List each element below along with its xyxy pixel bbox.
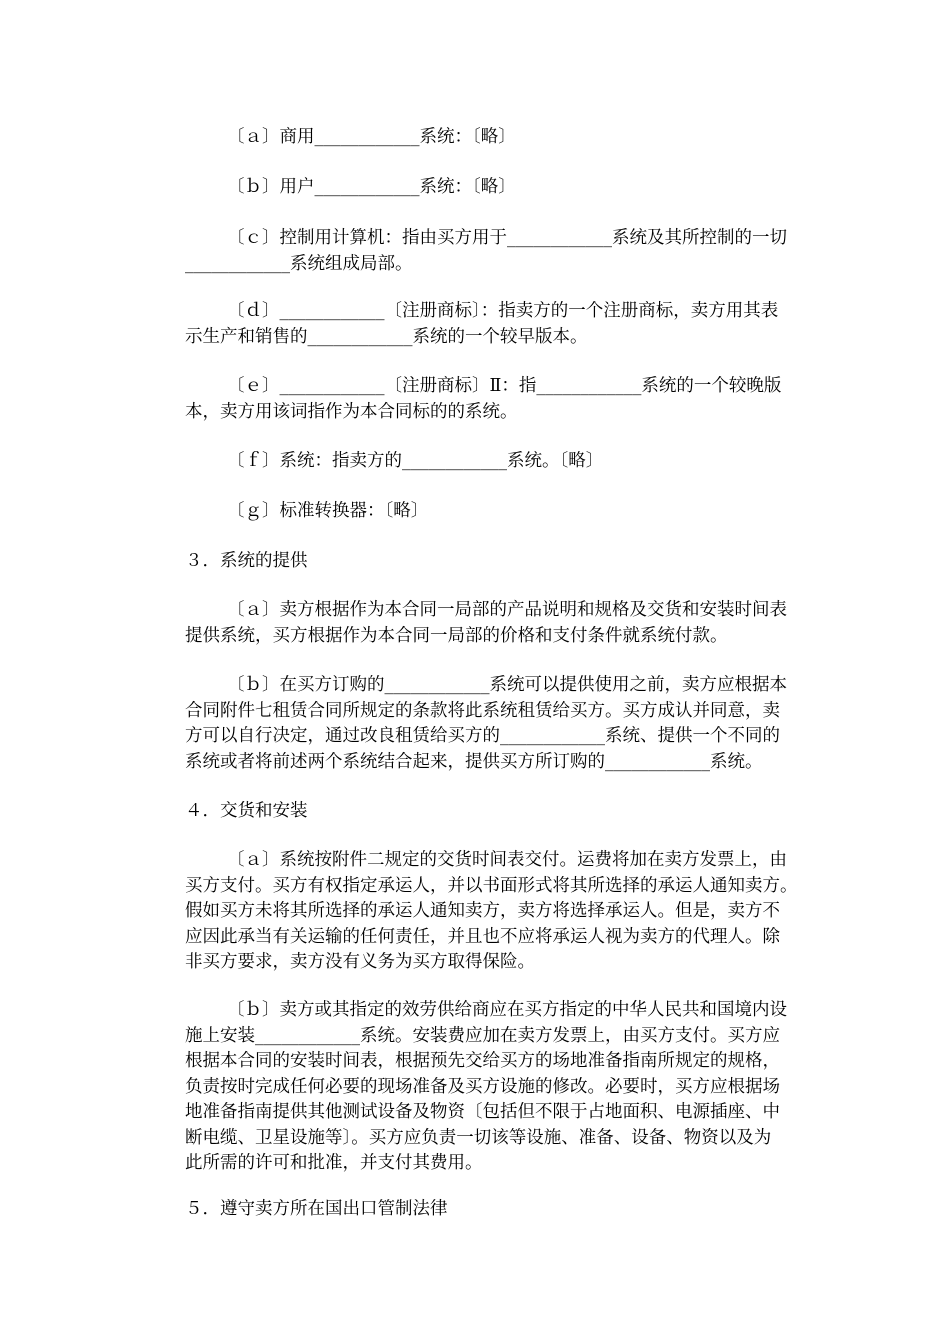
text-line: 〔ｂ〕在买方订购的____________系统可以提供使用之前，卖方应根据本 (227, 675, 787, 695)
text-line: 应因此承当有关运输的任何责任，并且也不应将承运人视为卖方的代理人。除 (185, 926, 780, 947)
text-line: 〔ｅ〕____________〔注册商标〕Ⅱ：指____________系统的一个较晚版 (227, 376, 782, 396)
text-line: 买方支付。买方有权指定承运人，并以书面形式将其所选择的承运人通知卖方。 (185, 875, 798, 896)
clause-definition-standard-converter (143, 499, 823, 525)
text-line: 施上安装____________系统。安装费应加在卖方发票上，由买方支付。买方应 (185, 1025, 780, 1046)
text-line: ____________系统组成局部。 (185, 253, 413, 274)
text-line: 假如买方未将其所选择的承运人通知卖方，卖方将选择承运人。但是，卖方不 (185, 901, 780, 921)
clause-3-a (143, 598, 823, 649)
clause-definition-user (143, 175, 823, 201)
text-line: 〔ｂ〕用户____________系统：〔略〕 (227, 177, 516, 197)
text-line: 提供系统，买方根据作为本合同一局部的价格和支付条件就系统付款。 (185, 625, 728, 646)
clause-definition-trademark-d (143, 299, 823, 350)
text-line: 〔ｆ〕系统：指卖方的____________系统。〔略〕 (227, 451, 604, 471)
clause-definition-trademark-e (143, 374, 823, 425)
clause-4-a (143, 848, 823, 976)
text-line: 根据本合同的安装时间表，根据预先交给买方的场地准备指南所规定的规格， (185, 1051, 780, 1071)
section-heading-5: ５．遵守卖方所在国出口管制法律 (185, 1199, 448, 1219)
clause-3-b (143, 673, 823, 775)
text-line: 地准备指南提供其他测试设备及物资〔包括但不限于占地面积、电源插座、中 (185, 1102, 780, 1122)
text-line: 〔ｃ〕控制用计算机：指由买方用于____________系统及其所控制的一切 (227, 228, 787, 248)
text-line: 此所需的许可和批准，并支付其费用。 (185, 1153, 483, 1173)
clause-definition-control-computer (143, 226, 823, 277)
text-line: 〔ｄ〕____________〔注册商标〕：指卖方的一个注册商标，卖方用其表 (227, 301, 779, 321)
text-line: 〔ａ〕卖方根据作为本合同一局部的产品说明和规格及交货和安装时间表 (227, 600, 787, 620)
text-line: 示生产和销售的____________系统的一个较早版本。 (185, 326, 588, 347)
text-line: 非买方要求，卖方没有义务为买方取得保险。 (185, 952, 535, 972)
text-line: 合同附件七租赁合同所规定的条款将此系统租赁给买方。买方成认并同意，卖 (185, 700, 780, 721)
text-line: 本，卖方用该词指作为本合同标的的系统。 (185, 401, 518, 422)
text-line: 〔ａ〕商用____________系统：〔略〕 (227, 127, 516, 147)
text-line: 方可以自行决定，通过改良租赁给买方的____________系统、提供一个不同的 (185, 726, 780, 746)
text-line: 〔ｂ〕卖方或其指定的效劳供给商应在买方指定的中华人民共和国境内设 (227, 1000, 787, 1020)
section-heading-4: ４．交货和安装 (185, 801, 308, 821)
text-line: 断电缆、卫星设施等〕。买方应负责一切该等设施、准备、设备、物资以及为 (185, 1127, 772, 1148)
clause-definition-system (143, 449, 823, 475)
clause-3a-definition-commercial (143, 125, 823, 151)
clause-4-b (143, 998, 823, 1177)
text-line: 系统或者将前述两个系统结合起来，提供买方所订购的____________系统。 (185, 751, 763, 772)
section-heading-3: ３．系统的提供 (185, 551, 308, 571)
text-line: 〔ｇ〕标准转换器：〔略〕 (227, 501, 429, 521)
text-line: 〔ａ〕系统按附件二规定的交货时间表交付。运费将加在卖方发票上，由 (227, 850, 787, 870)
text-line: 负责按时完成任何必要的现场准备及买方设施的修改。必要时，买方应根据场 (185, 1076, 780, 1097)
